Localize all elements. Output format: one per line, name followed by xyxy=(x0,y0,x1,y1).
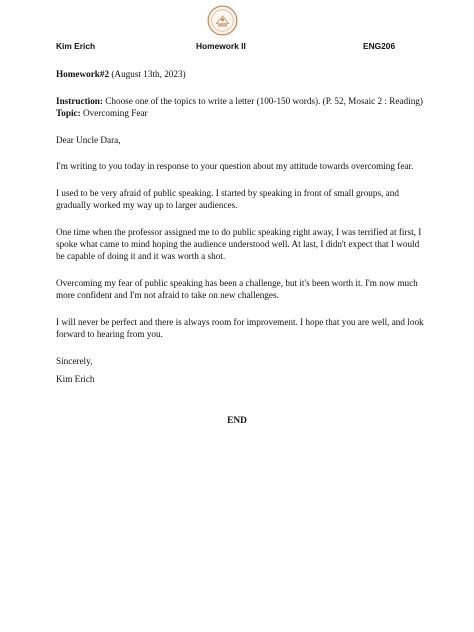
instruction xyxy=(56,95,426,107)
letter-paragraph-5: I will never be perfect and there is always room for improvement. I hope that you are well, and look forward to hearing from you. xyxy=(56,316,424,340)
homework-label: Homework#2 xyxy=(56,69,110,79)
header-title: Homework II xyxy=(196,41,246,51)
university-seal-icon xyxy=(207,5,238,36)
letter-paragraph-2: I used to be very afraid of public speaking. I started by speaking in front of small groups, and gradually worked my way up to larger audiences. xyxy=(56,188,399,211)
homework-title xyxy=(56,68,426,80)
instruction-label: Instruction: xyxy=(56,95,103,106)
homework-date: (August 13th, 2023) xyxy=(109,69,186,79)
topic-text: Overcoming Fear xyxy=(80,107,148,118)
header-author: Kim Erich xyxy=(56,41,96,51)
letter-closing xyxy=(56,355,426,385)
letter-paragraph-4: Overcoming my fear of public speaking has been a challenge, but it's been worth it. I'm now much more confident and I'm not afraid to take on new challenges. xyxy=(56,278,418,301)
topic xyxy=(56,107,426,119)
salutation: Dear Uncle Dara, xyxy=(56,134,121,145)
header-course: ENG206 xyxy=(363,41,396,51)
topic-label: Topic: xyxy=(56,107,81,118)
letter-paragraph-3: One time when the professor assigned me to do public speaking right away, I was terrified at first, I spoke what came to mind hoping the audience understood well. At last, I didn't expect that I would be capable of doing it and it was worth a shot. xyxy=(56,226,422,262)
closing-text: Sincerely, xyxy=(56,355,93,366)
letter-paragraph-1: I'm writing to you today in response to your question about my attitude towards overcoming fear. xyxy=(56,161,414,172)
instruction-text: Choose one of the topics to write a letter (100-150 words). (P. 52, Mosaic 2 : Reading) xyxy=(102,95,423,106)
signature: Kim Erich xyxy=(56,374,95,385)
document-body xyxy=(56,68,426,391)
end-marker: END xyxy=(227,416,247,426)
